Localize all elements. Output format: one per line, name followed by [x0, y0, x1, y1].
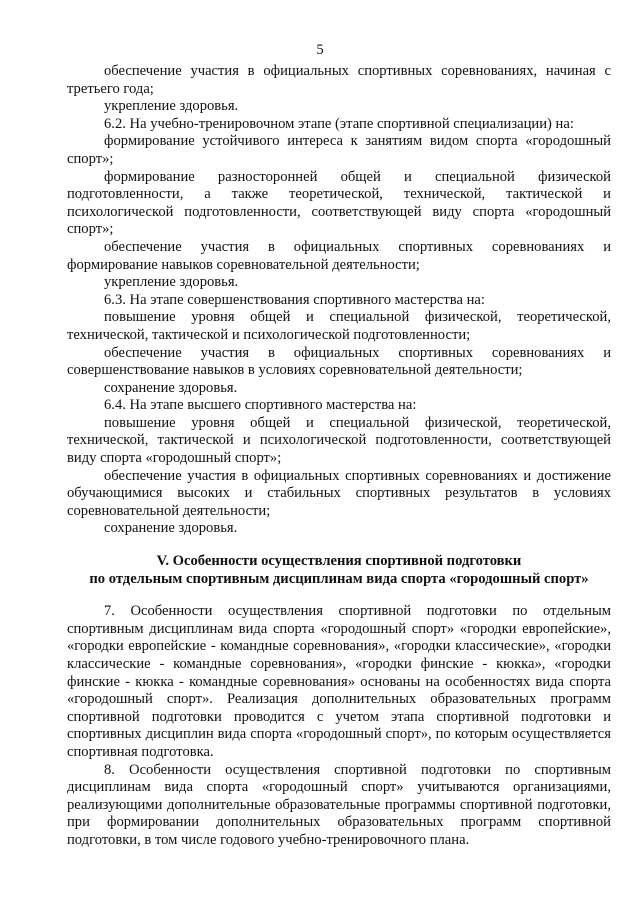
paragraph: сохранение здоровья. — [104, 379, 238, 396]
paragraph: укрепление здоровья. — [104, 98, 239, 115]
section-heading-line-1: V. Особенности осуществления спортивной подготовки — [156, 553, 522, 570]
spacer — [67, 538, 611, 553]
paragraph: укрепление здоровья. — [104, 274, 239, 291]
paragraph: обеспечение участия в официальных спортивных соревнованиях и достижение обучающимися высоких и стабильных спортивных результатов в условиях соревновательной деятельности; — [67, 467, 611, 519]
document-body — [67, 63, 611, 850]
paragraph: 8. Особенности осуществления спортивной подготовки по спортивным дисциплинам вида спорта «городошный спорт» учитываются организациями, реализующими дополнительные образовательные программы спортивной подготовки, при формировании дополнительных образовательных программ спортивной подготовки, в том числе годового учебно-тренировочного плана. — [67, 761, 611, 848]
page-number: 5 — [316, 42, 324, 58]
paragraph: обеспечение участия в официальных спортивных соревнованиях, начиная с третьего года; — [67, 63, 611, 97]
paragraph: обеспечение участия в официальных спортивных соревнованиях и формирование навыков соревновательной деятельности; — [67, 238, 611, 273]
paragraph: 7. Особенности осуществления спортивной подготовки по отдельным спортивным дисциплинам вида спорта «городошный спорт» «городки европейские», «городки европейские - командные соревнования», «городки классические», «городки классические - командные соревнования», «городки финские - кюкка», «городки финские - кюкка - командные соревнования» основаны на особенностях вида спорта «городошный спорт». Реализация дополнительных образовательных программ спортивной подготовки проводится с учетом этапа спортивной подготовки и спортивных дисциплин вида спорта «городошный спорт», по которым осуществляется спортивная подготовка. — [67, 603, 611, 760]
paragraph: повышение уровня общей и специальной физической, теоретической, технической, тактической и психологической подготовленности, соответствующей виду спорта «городошный спорт»; — [67, 414, 611, 467]
paragraph: 6.4. На этапе высшего спортивного мастерства на: — [104, 397, 417, 414]
paragraph: формирование разносторонней общей и специальной физической подготовленности, а также теоретической, технической, тактической и психологической подготовленности, соответствующей виду спорта «городошный спорт»; — [67, 168, 611, 238]
paragraph: повышение уровня общей и специальной физической, теоретической, технической, тактической и психологической подготовленности; — [67, 309, 611, 343]
paragraph: сохранение здоровья. — [104, 520, 238, 537]
paragraph: 6.2. На учебно-тренировочном этапе (этапе спортивной специализации) на: — [104, 115, 574, 132]
paragraph: обеспечение участия в официальных спортивных соревнованиях и совершенствование навыков в условиях соревновательной деятельности; — [67, 344, 611, 379]
paragraph: формирование устойчивого интереса к занятиям видом спорта «городошный спорт»; — [67, 133, 611, 167]
section-heading-line-2: по отдельным спортивным дисциплинам вида спорта «городошный спорт» — [89, 570, 589, 587]
paragraph: 6.3. На этапе совершенствования спортивного мастерства на: — [104, 291, 485, 308]
spacer — [67, 588, 611, 603]
